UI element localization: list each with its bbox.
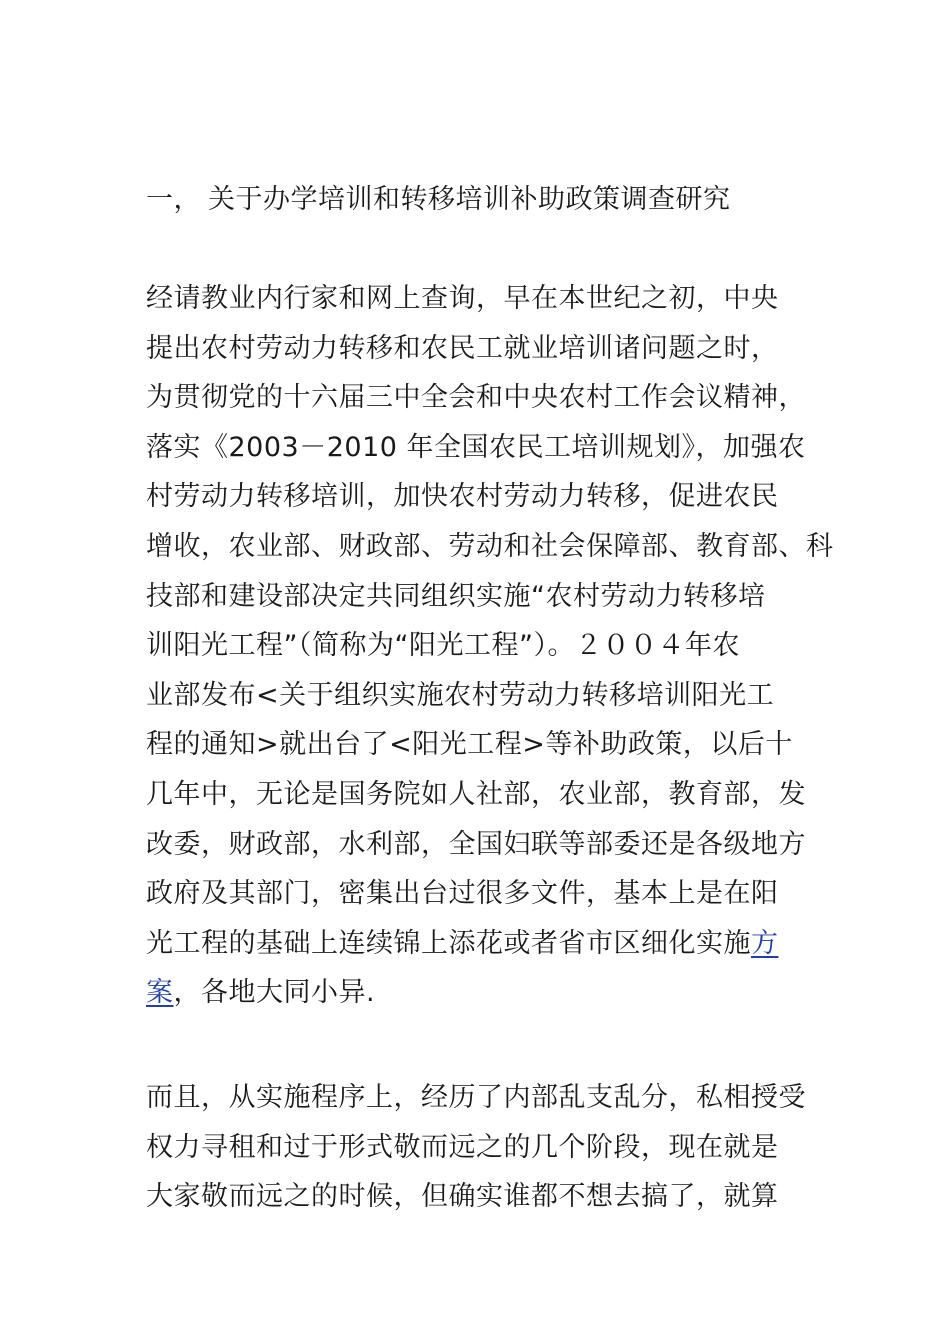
plan-link[interactable]: 方 xyxy=(751,927,779,959)
paragraph-line: 村劳动力转移培训，加快农村劳动力转移，促进农民 xyxy=(146,481,779,513)
paragraph-line: 权力寻租和过于形式敬而远之的几个阶段，现在就是 xyxy=(146,1131,779,1163)
paragraph-line: 技部和建设部决定共同组织实施“农村劳动力转移培 xyxy=(146,580,766,612)
paragraph-line: 业部发布<关于组织实施农村劳动力转移培训阳光工 xyxy=(146,679,775,711)
paragraph-line: 经请教业内行家和网上查询，早在本世纪之初，中央 xyxy=(146,283,779,314)
paragraph-line-text: 光工程的基础上连续锦上添花或者省市区细化实施 xyxy=(146,927,751,959)
paragraph-line: 大家敬而远之的时候，但确实谁都不想去搞了，就算 xyxy=(146,1181,779,1213)
paragraph-line: 改委，财政部，水利部，全国妇联等部委还是各级地方 xyxy=(146,828,806,860)
paragraph-line: 为贯彻党的十六届三中全会和中央农村工作会议精神， xyxy=(146,382,806,414)
paragraph-line: 而且，从实施程序上，经历了内部乱支乱分，私相授受 xyxy=(146,1082,806,1113)
plan-link-continued[interactable]: 案 xyxy=(146,977,174,1009)
paragraph-1 xyxy=(146,274,834,1018)
section-title: 关于办学培训和转移培训补助政策调查研究 xyxy=(208,184,731,215)
paragraph-line: 政府及其部门，密集出台过很多文件，基本上是在阳 xyxy=(146,878,779,910)
paragraph-line: 提出农村劳动力转移和农民工就业培训诸问题之时， xyxy=(146,332,779,364)
paragraph-line-with-link xyxy=(146,968,811,1018)
paragraph-2 xyxy=(146,1073,811,1222)
paragraph-line: 落实《2003－2010 年全国农民工培训规划》，加强农 xyxy=(146,431,806,463)
paragraph-line: 增收，农业部、财政部、劳动和社会保障部、教育部、科 xyxy=(146,530,834,562)
paragraph-line: 几年中，无论是国务院如人社部，农业部，教育部，发 xyxy=(146,778,806,810)
paragraph-line-text: ，各地大同小异. xyxy=(173,977,376,1009)
paragraph-line-with-link xyxy=(146,919,811,969)
paragraph-line: 训阳光工程”（简称为“阳光工程”）。２００４年农 xyxy=(146,630,740,662)
paragraph-line: 程的通知>就出台了<阳光工程>等补助政策，以后十 xyxy=(146,729,793,761)
section-number: 一， xyxy=(146,184,201,215)
section-heading xyxy=(146,180,731,220)
